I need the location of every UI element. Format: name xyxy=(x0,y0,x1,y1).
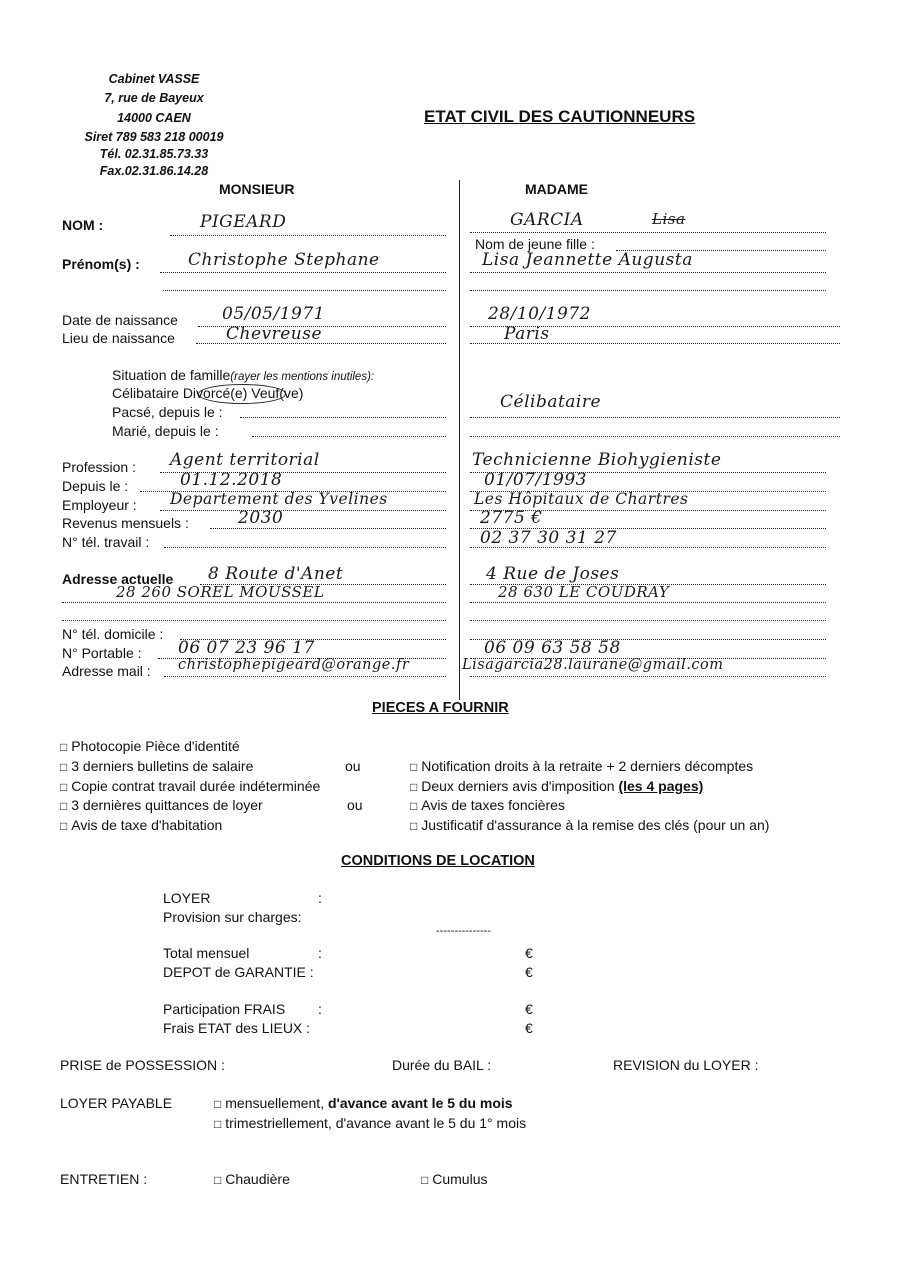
column-divider xyxy=(459,180,460,700)
cond-depot-euro: € xyxy=(525,964,533,980)
monsieur-lieu-naissance: Chevreuse xyxy=(226,324,323,344)
column-monsieur: MONSIEUR xyxy=(219,181,295,197)
madame-portable: 06 09 63 58 58 xyxy=(484,638,621,658)
dotted-line xyxy=(160,510,446,511)
cond-participation-euro: € xyxy=(525,1001,533,1017)
dotted-line xyxy=(470,232,826,233)
monsieur-depuis: 01.12.2018 xyxy=(180,470,283,490)
label-situation xyxy=(112,367,374,383)
label-portable: N° Portable : xyxy=(62,645,142,661)
piece-left-3 xyxy=(60,778,320,794)
cumulus-text: Cumulus xyxy=(432,1171,488,1187)
dotted-line xyxy=(62,602,446,603)
piece-text: Deux derniers avis d'imposition xyxy=(421,778,615,794)
label-revenus: Revenus mensuels : xyxy=(62,515,189,531)
madame-tel-travail: 02 37 30 31 27 xyxy=(480,528,617,548)
piece-ou-1: ou xyxy=(345,758,361,774)
madame-nom: GARCIA xyxy=(510,210,584,230)
checkbox-icon: □ xyxy=(410,819,418,833)
dotted-line xyxy=(210,528,446,529)
madame-adresse-1: 4 Rue de Joses xyxy=(486,564,620,584)
monsieur-date-naissance: 05/05/1971 xyxy=(222,304,325,324)
label-depuis: Depuis le : xyxy=(62,478,129,494)
agency-name: Cabinet VASSE xyxy=(108,72,200,86)
dotted-line xyxy=(470,620,826,621)
label-mail: Adresse mail : xyxy=(62,663,151,679)
agency-siret: Siret 789 583 218 00019 xyxy=(84,130,224,144)
revision-loyer: REVISION du LOYER : xyxy=(613,1057,759,1073)
checkbox-icon: □ xyxy=(410,780,418,794)
cond-participation-colon: : xyxy=(318,1001,322,1017)
label-date-naissance: Date de naissance xyxy=(62,312,178,328)
dotted-line xyxy=(252,436,446,437)
dotted-line xyxy=(240,417,446,418)
checkbox-icon: □ xyxy=(60,799,68,813)
monsieur-employeur: Departement des Yvelines xyxy=(170,490,388,508)
piece-text: Avis de taxes foncières xyxy=(421,797,565,813)
label-tel-travail: N° tél. travail : xyxy=(62,534,150,550)
dotted-line xyxy=(470,676,826,677)
dotted-line xyxy=(470,436,840,437)
dotted-line xyxy=(62,620,446,621)
checkbox-icon: □ xyxy=(214,1117,222,1131)
checkbox-icon: □ xyxy=(410,799,418,813)
dotted-line xyxy=(470,602,826,603)
pieces-title: PIECES A FOURNIR xyxy=(372,700,509,716)
divorce-circle-mark xyxy=(198,384,286,404)
agency-fax: Fax.02.31.86.14.28 xyxy=(99,164,209,178)
madame-prenoms: Lisa Jeannette Augusta xyxy=(482,250,693,270)
checkbox-icon: □ xyxy=(214,1173,222,1187)
dotted-line xyxy=(470,290,826,291)
label-prenoms: Prénom(s) : xyxy=(62,256,140,272)
cond-total-colon: : xyxy=(318,945,322,961)
label-profession: Profession : xyxy=(62,459,136,475)
piece-right-bold: (les 4 pages) xyxy=(618,778,704,794)
checkbox-icon: □ xyxy=(60,760,68,774)
chaudiere-text: Chaudière xyxy=(225,1171,290,1187)
label-pacse: Pacsé, depuis le : xyxy=(112,404,223,420)
piece-text: Justificatif d'assurance à la remise des clés (pour un an) xyxy=(421,817,770,833)
cond-etat-lieux-euro: € xyxy=(525,1020,533,1036)
column-madame: MADAME xyxy=(525,181,588,197)
monsieur-profession: Agent territorial xyxy=(170,450,320,470)
cond-total: Total mensuel xyxy=(163,945,250,961)
cond-provision: Provision sur charges: xyxy=(163,909,302,925)
piece-left-5 xyxy=(60,817,222,833)
dotted-line xyxy=(164,676,446,677)
label-employeur: Employeur : xyxy=(62,497,137,513)
situation-options: Célibataire Divorcé(e) Veuf(ve) xyxy=(112,385,304,401)
monsieur-prenoms: Christophe Stephane xyxy=(188,250,380,270)
checkbox-icon: □ xyxy=(410,760,418,774)
madame-revenus: 2775 € xyxy=(480,508,543,528)
cond-etat-lieux: Frais ETAT des LIEUX : xyxy=(163,1020,311,1036)
cond-loyer: LOYER xyxy=(163,890,211,906)
madame-profession: Technicienne Biohygieniste xyxy=(472,450,722,470)
payable-option-2 xyxy=(214,1115,526,1131)
madame-mail: Lisagarcia28.laurane@gmail.com xyxy=(462,657,724,673)
madame-lieu-naissance: Paris xyxy=(504,324,550,344)
label-tel-domicile: N° tél. domicile : xyxy=(62,626,164,642)
monsieur-adresse-2: 28 260 SOREL MOUSSEL xyxy=(116,583,325,601)
monsieur-adresse-1: 8 Route d'Anet xyxy=(208,564,344,584)
prise-possession: PRISE de POSSESSION : xyxy=(60,1057,225,1073)
loyer-payable: LOYER PAYABLE xyxy=(60,1095,173,1111)
monsieur-revenus: 2030 xyxy=(238,508,284,528)
checkbox-icon: □ xyxy=(60,740,68,754)
piece-left-2 xyxy=(60,758,253,774)
payable-option-1-text: mensuellement, xyxy=(225,1095,328,1111)
piece-text: Notification droits à la retraite + 2 derniers décomptes xyxy=(421,758,754,774)
dotted-line xyxy=(160,272,446,273)
duree-bail: Durée du BAIL : xyxy=(392,1057,492,1073)
entretien: ENTRETIEN : xyxy=(60,1171,148,1187)
label-nom-jeune-fille: Nom de jeune fille : xyxy=(475,236,595,252)
piece-text: 3 dernières quittances de loyer xyxy=(71,797,263,813)
madame-nom-barre: Lisa xyxy=(652,210,686,228)
madame-situation: Célibataire xyxy=(500,392,602,412)
cond-loyer-colon: : xyxy=(318,890,322,906)
agency-city: 14000 CAEN xyxy=(117,111,191,125)
checkbox-icon: □ xyxy=(214,1097,222,1111)
label-marie: Marié, depuis le : xyxy=(112,423,219,439)
checkbox-icon: □ xyxy=(421,1173,429,1187)
piece-left-1 xyxy=(60,738,240,754)
cond-total-euro: € xyxy=(525,945,533,961)
piece-ou-2: ou xyxy=(347,797,363,813)
agency-street: 7, rue de Bayeux xyxy=(104,91,204,105)
label-nom: NOM : xyxy=(62,217,104,233)
dotted-line xyxy=(163,290,446,291)
document-title: ETAT CIVIL DES CAUTIONNEURS xyxy=(424,107,696,126)
dotted-line xyxy=(164,547,446,548)
piece-text: 3 derniers bulletins de salaire xyxy=(71,758,254,774)
conditions-title: CONDITIONS DE LOCATION xyxy=(341,853,535,869)
monsieur-portable: 06 07 23 96 17 xyxy=(178,638,315,658)
payable-option-1 xyxy=(214,1095,513,1111)
dotted-line xyxy=(170,235,446,236)
monsieur-mail: christophepigeard@orange.fr xyxy=(178,657,410,673)
entretien-chaudiere xyxy=(214,1171,290,1187)
madame-adresse-2: 28 630 LE COUDRAY xyxy=(498,583,670,601)
piece-right-4 xyxy=(410,817,769,833)
dotted-line xyxy=(470,417,840,418)
piece-right-1 xyxy=(410,758,753,774)
dotted-line xyxy=(470,272,826,273)
entretien-cumulus xyxy=(421,1171,488,1187)
madame-depuis: 01/07/1993 xyxy=(484,470,587,490)
payable-option-1-bold: d'avance avant le 5 du mois xyxy=(327,1095,513,1111)
cond-participation: Participation FRAIS xyxy=(163,1001,286,1017)
madame-date-naissance: 28/10/1972 xyxy=(488,304,591,324)
piece-text: Avis de taxe d'habitation xyxy=(71,817,223,833)
label-adresse: Adresse actuelle xyxy=(62,571,174,587)
checkbox-icon: □ xyxy=(60,819,68,833)
piece-left-4 xyxy=(60,797,263,813)
piece-right-3 xyxy=(410,797,565,813)
checkbox-icon: □ xyxy=(60,780,68,794)
madame-employeur: Les Hôpitaux de Chartres xyxy=(474,490,689,508)
situation-text: Situation de famille xyxy=(112,367,231,383)
situation-note: (rayer les mentions inutiles): xyxy=(230,371,375,383)
agency-tel: Tél. 02.31.85.73.33 xyxy=(99,147,209,161)
piece-text: Copie contrat travail durée indéterminée xyxy=(71,778,321,794)
cond-depot: DEPOT de GARANTIE : xyxy=(163,964,314,980)
label-lieu-naissance: Lieu de naissance xyxy=(62,330,175,346)
monsieur-nom: PIGEARD xyxy=(200,212,287,232)
piece-right-2 xyxy=(410,778,703,794)
payable-option-2-text: trimestriellement, d'avance avant le 5 du 1° mois xyxy=(225,1115,527,1131)
cond-separator: --------------- xyxy=(436,925,491,937)
piece-text: Photocopie Pièce d'identité xyxy=(71,738,240,754)
